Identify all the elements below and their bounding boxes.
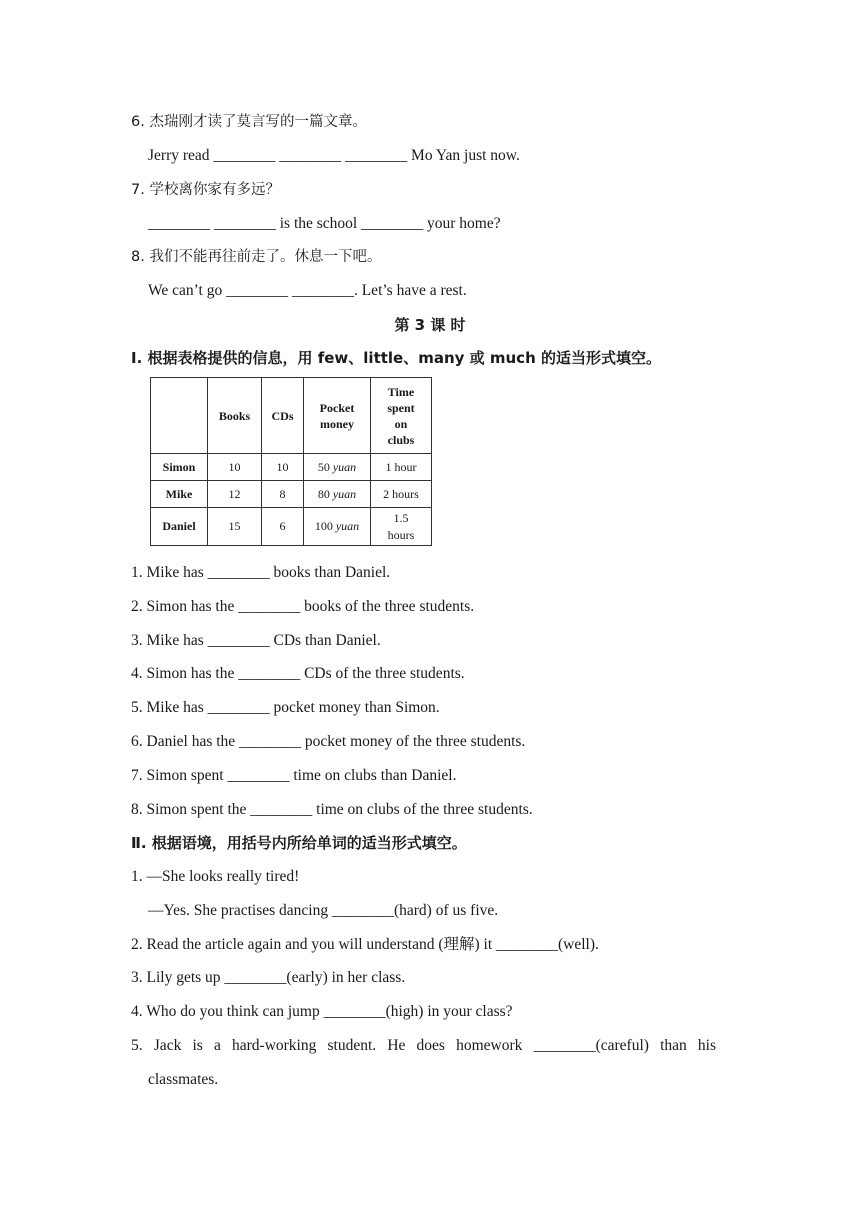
- table-cell-books: 10: [208, 454, 262, 481]
- table-header-row: [151, 378, 432, 454]
- table-cell-money: [304, 481, 371, 508]
- table-cell-cds: 10: [262, 454, 304, 481]
- money-number: 80: [317, 486, 330, 501]
- table-cell-name: Simon: [151, 454, 208, 481]
- table-header-time-spent-text: Time spent on clubs: [387, 384, 415, 447]
- table-cell-cds: 8: [262, 481, 304, 508]
- part1-question-2: 2. Simon has the ________ books of the three students.: [131, 598, 475, 615]
- table-header-pocket-money: [304, 378, 371, 454]
- table-cell-books: 12: [208, 481, 262, 508]
- table-row: [151, 508, 432, 546]
- prev-item-6-english: Jerry read ________ ________ ________ Mo Yan just now.: [148, 147, 520, 164]
- money-unit: yuan: [332, 486, 357, 501]
- prev-item-6-chinese: 6. 杰瑞刚才读了莫言写的一篇文章。: [131, 114, 367, 130]
- prev-item-8-chinese: 8. 我们不能再往前走了。休息一下吧。: [131, 249, 382, 265]
- table-header-pocket-money-text: Pocket money: [319, 400, 355, 431]
- lesson-title: 第 3 课 时: [394, 316, 466, 334]
- table-cell-time: [371, 508, 432, 546]
- part2-heading: Ⅱ. 根据语境，用括号内所给单词的适当形式填空。: [131, 834, 467, 852]
- part2-question-1b: —Yes. She practises dancing ________(hard) of us five.: [148, 902, 499, 919]
- table-cell-books: 15: [208, 508, 262, 546]
- table-cell-time: 2 hours: [371, 481, 432, 508]
- money-number: 100: [314, 519, 333, 533]
- table-row: [151, 481, 432, 508]
- part1-heading: Ⅰ. 根据表格提供的信息，用 few、little、many 或 much 的适当形式填空。: [131, 349, 661, 367]
- table-cell-money: [304, 508, 371, 546]
- table-header-cds: CDs: [262, 378, 304, 454]
- prev-item-7-chinese: 7. 学校离你家有多远？: [131, 182, 280, 198]
- part1-question-5: 5. Mike has ________ pocket money than Simon.: [131, 699, 440, 716]
- money-number: 50: [317, 459, 330, 474]
- prev-item-8-english: We can’t go ________ ________. Let’s have a rest.: [148, 282, 467, 299]
- part2-question-3: 3. Lily gets up ________(early) in her class.: [131, 969, 406, 986]
- money-unit: yuan: [335, 519, 360, 533]
- part2-question-5-cont: classmates.: [148, 1071, 219, 1088]
- table-cell-cds: 6: [262, 508, 304, 546]
- table-header-books: Books: [208, 378, 262, 454]
- part1-question-4: 4. Simon has the ________ CDs of the three students.: [131, 665, 465, 682]
- info-table: [150, 377, 432, 546]
- table-cell-name: Mike: [151, 481, 208, 508]
- table-cell-name: Daniel: [151, 508, 208, 546]
- table-cell-time-text: 1.5 hours: [387, 510, 415, 542]
- part2-question-5: 5. Jack is a hard-working student. He does homework ________(careful) than his: [131, 1037, 716, 1054]
- part1-question-8: 8. Simon spent the ________ time on clubs of the three students.: [131, 801, 533, 818]
- money-unit: yuan: [332, 459, 357, 474]
- table-cell-money: [304, 454, 371, 481]
- part1-question-3: 3. Mike has ________ CDs than Daniel.: [131, 632, 381, 649]
- part1-question-6: 6. Daniel has the ________ pocket money of the three students.: [131, 733, 526, 750]
- part2-question-2: 2. Read the article again and you will understand (理解) it ________(well).: [131, 936, 599, 953]
- part1-question-7: 7. Simon spent ________ time on clubs than Daniel.: [131, 767, 457, 784]
- part1-question-1: 1. Mike has ________ books than Daniel.: [131, 564, 391, 581]
- part2-question-4: 4. Who do you think can jump ________(high) in your class?: [131, 1003, 513, 1020]
- table-header-blank: [151, 378, 208, 454]
- part2-question-1a: 1. —She looks really tired!: [131, 868, 300, 885]
- prev-item-7-english: ________ ________ is the school ________ your home?: [148, 215, 501, 232]
- table-header-time-spent: [371, 378, 432, 454]
- table-cell-time: 1 hour: [371, 454, 432, 481]
- table-row: [151, 454, 432, 481]
